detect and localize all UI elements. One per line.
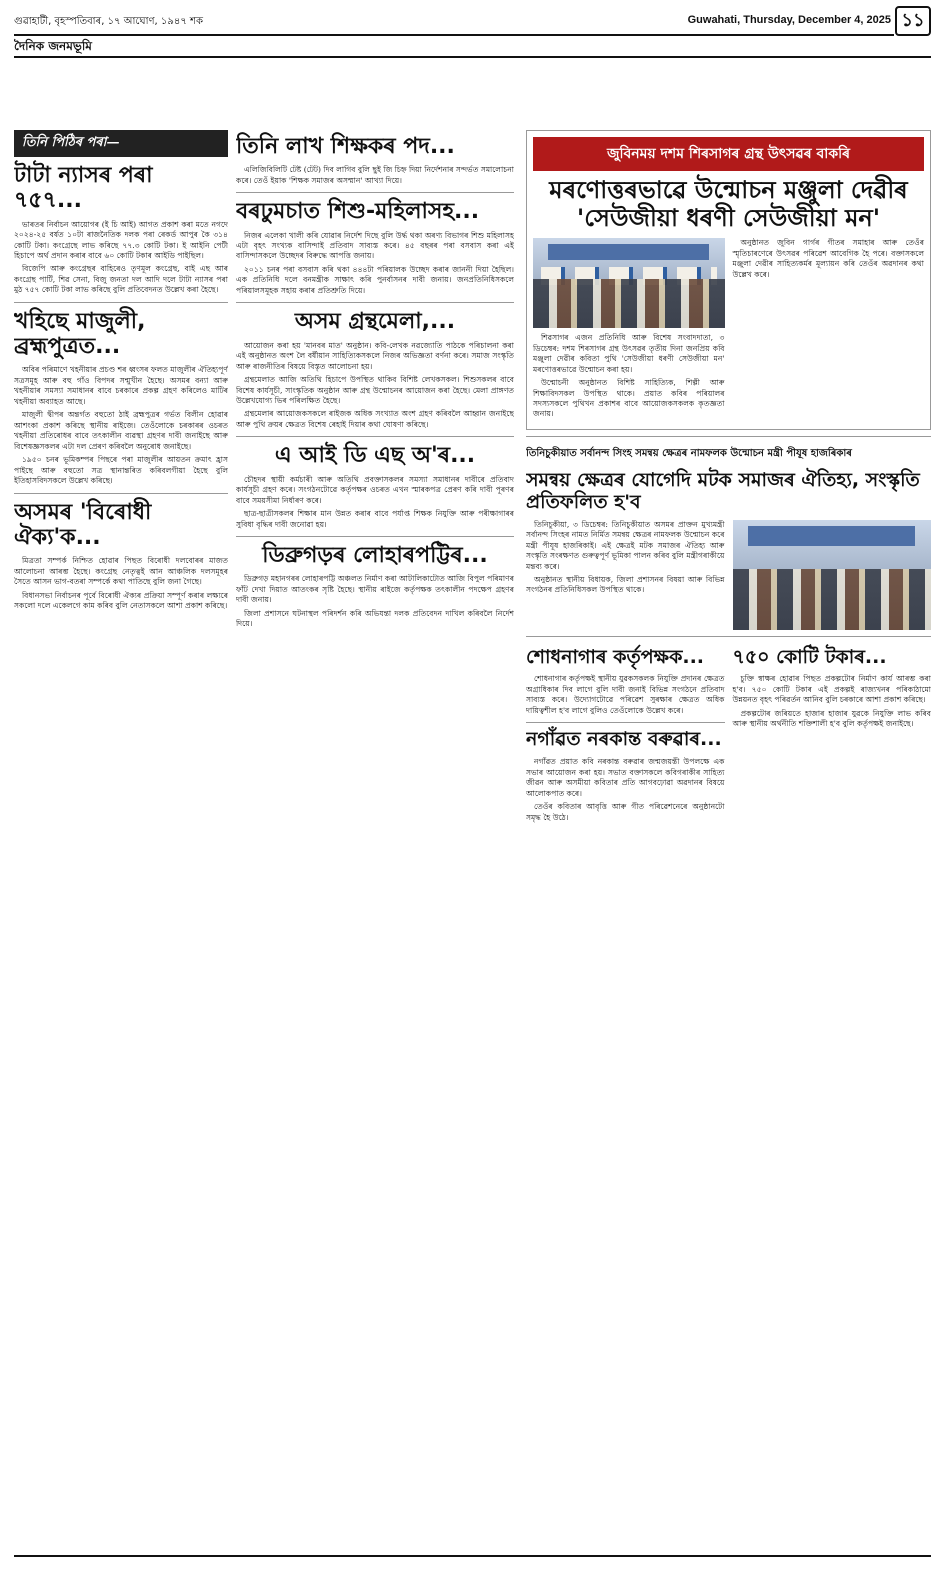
divider [526,722,725,723]
header-rule [14,34,894,36]
headline-750-crore: ৭৫০ কোটি টকাৰ... [732,645,887,668]
date-line-english: Guwahati, Thursday, December 4, 2025 [687,14,891,26]
paragraph: এলিজিবিলিটি টেষ্ট (টেট) দিব লাগিব বুলি ছুই জি চিহ্ন দিয়া নিৰ্দেশনাৰ সন্দৰ্ভত সমালোচনা কৰে। তেওঁ ইয়াক 'শিক্ষক সমাজৰ অসম্মান' আখ্যা দিয়ে। [236,165,514,185]
feature-headline-2: 'সেউজীয়া ধৰণী সেউজীয়া মন' [576,203,881,232]
paragraph: অনুষ্ঠানত জুবিন গাৰ্গৰ গীতৰ সমাহাৰ আৰু তেওঁৰ স্মৃতিচাৰণেৰে উৎসৱৰ পৰিৱেশ আবেগিক হৈ পৰে। বক্তাসকলে মঞ্জুলা দেৱীৰ সাহিত্যকৰ্মৰ মূল্যায়ন কৰি তেওঁৰ অৱদানৰ কথা উল্লেখ কৰে। [732,238,924,279]
feature-banner: জুবিনময় দশম শিৰসাগৰ গ্ৰন্থ উৎসৱৰ বাকৰি [533,137,924,171]
column-3 [526,130,931,1550]
page-header [14,6,931,62]
masthead-title: দৈনিক জনমভূমি [14,39,92,53]
tinsukia-body [526,520,931,630]
masthead-rule [14,56,931,58]
stage-banner [548,244,709,260]
paragraph: বিধানসভা নিৰ্বাচনৰ পূৰ্বে বিৰোধী ঐক্যৰ প্ৰক্ৰিয়া সম্পূৰ্ণ কৰাৰ লক্ষ্যৰে সকলো দলে একেলগে কাম কৰিব বুলি নেতাসকলে আশা প্ৰকাশ কৰিছে। [14,590,228,611]
paragraph: চুক্তি স্বাক্ষৰ হোৱাৰ পিছত প্ৰকল্পটোৰ নিৰ্মাণ কাৰ্য আৰম্ভ কৰা হ'ব। ৭৫০ কোটি টকাৰ এই প্ৰকল্পই ৰাজ্যখনৰ পৰিকাঠামো উন্নয়নত বৃহৎ পৰিৱৰ্তন আনিব বুলি চৰকাৰে আশা প্ৰকাশ কৰিছে। [732,674,931,705]
paragraph: নগাঁৱত প্ৰয়াত কবি নৰকান্ত বৰুৱাৰ জন্মজয়ন্তী উপলক্ষে এক সভাৰ আয়োজন কৰা হয়। সভাত বক্তাসকলে কবিগৰাকীৰ সাহিত্য জীৱন আৰু অসমীয়া কবিতাৰ প্ৰতি আগবঢ়োৱা অৱদানৰ বিষয়ে আলোকপাত কৰে। [526,757,725,798]
column-1 [14,130,228,1550]
people-group [733,569,932,630]
stage-banner [748,526,915,546]
article-majuli [14,365,228,486]
divider [526,636,931,637]
article-teachers [236,165,514,186]
article-aidso [236,475,514,530]
article-bordumsa [236,231,514,297]
paragraph: নিজৰ এলেকা খালী কৰি যোৱাৰ নিৰ্দেশ দিছে বুলি উৰ্দ্ধ থকা অৰণ্য বিভাগৰ শিশু মহিলাসহ এটা বৃহৎ সংখ্যক বাসিন্দাই প্ৰতিবাদ সাব্যস্ত কৰে। ৪৫ বছৰৰ পৰা বসবাস কৰা এই বাসিন্দাসকলে উচ্ছেদৰ বিৰুদ্ধে আপত্তি জনায়। [236,230,514,261]
page-number: ১১ [895,6,931,36]
paragraph: তিনিচুকীয়া, ৩ ডিচেম্বৰ: তিনিচুকীয়াত অসমৰ প্ৰাক্তন মুখ্যমন্ত্ৰী সৰ্বানন্দ সিংহৰ নামত নিৰ্মিত সমন্বয় ক্ষেত্ৰৰ নামফলক উন্মোচন কৰে মন্ত্ৰী পীযূষ হাজৰিকাই। এই ক্ষেত্ৰই মটক সমাজৰ ঐতিহ্য আৰু সংস্কৃতি সংৰক্ষণত গুৰুত্বপূৰ্ণ ভূমিকা পালন কৰিব বুলি মন্ত্ৰীগৰাকীয়ে মন্তব্য কৰে। [526,519,725,571]
headline-aidso: এ আই ডি এছ অ'ৰ... [274,443,476,469]
book-launch-photo [533,238,725,328]
headline-majuli: খহিছে মাজুলী, ব্ৰহ্মপুত্ৰত... [14,308,146,360]
paragraph: জিলা প্ৰশাসনে ঘটনাস্থল পৰিদৰ্শন কৰি অভিযন্তা দলক প্ৰতিবেদন দাখিল কৰিবলৈ নিৰ্দেশ দিয়ে। [236,608,514,629]
date-line-assamese: গুৱাহাটী, বৃহস্পতিবাৰ, ১৭ আঘোণ, ১৯৪৭ শক [14,16,203,27]
headline-teachers: তিনি লাখ শিক্ষকৰ পদ... [236,134,455,159]
paragraph: আয়োজন কৰা হয় 'মানবৰ মাত' অনুষ্ঠান। কবি-লেখক নৱজ্যোতি পাঠকে পৰিচালনা কৰা এই অনুষ্ঠানত অংশ লৈ বৰ্ষীয়ান সাহিত্যিকসকলে নিজৰ অভিজ্ঞতা বৰ্ণনা কৰে। সমাজ সংস্কৃতি আৰু ৰাজনীতিৰ বিষয়ে বিস্তৃত আলোচনা হয়। [236,340,514,371]
paragraph: শিৱসাগৰ এজন প্ৰতিনিধি আৰু বিশেষ সংবাদদাতা, ৩ ডিচেম্বৰ: দশম শিৰসাগৰ গ্ৰন্থ উৎসৱৰ তৃতীয় দিনা জনপ্ৰিয় কবি মঞ্জুলা দেৱীৰ কবিতা পুথি 'সেউজীয়া ধৰণী সেউজীয়া মন' মৰণোত্তৰভাৱে উন্মোচন কৰা হয়। [533,333,725,374]
paragraph: উন্মোচনী অনুষ্ঠানত বিশিষ্ট সাহিত্যিক, শিল্পী আৰু শিক্ষাবিদসকল উপস্থিত থাকে। প্ৰয়াত কবিৰ পৰিয়ালৰ সদস্যসকলে পুথিখন প্ৰকাশৰ বাবে আয়োজকসকলক কৃতজ্ঞতা জনায়। [533,378,725,419]
headline-tinsukia: সমন্বয় ক্ষেত্ৰৰ যোগেদি মটক সমাজৰ ঐতিহ্য, সংস্কৃতি প্ৰতিফলিত হ'ব [526,468,920,513]
subheadline-tinsukia: তিনিচুকীয়াত সৰ্বানন্দ সিংহ সমন্বয় ক্ষেত্ৰৰ নামফলক উন্মোচন মন্ত্ৰী পীযূষ হাজৰিকাৰ [526,447,852,459]
article-opposition-unity [14,556,228,611]
divider [526,436,931,437]
paragraph: অবিৰ পৰিমাণে খহনীয়াৰ প্ৰচণ্ড শৰ ধ্বংসৰ ফলত মাজুলীৰ ঐতিহ্যপূৰ্ণ সত্ৰসমূহ আৰু বহু গাঁও বিপদৰ সন্মুখীন হৈছে। অসমৰ বন্যা আৰু খহনীয়াৰ সমস্যা সমাধানৰ বাবে চৰকাৰে প্ৰকল্প গ্ৰহণ কৰিলেও মাটিৰ খহনীয়া অব্যাহত আছে। [14,365,228,406]
feature-text-left [533,333,725,420]
divider [236,536,514,537]
paragraph: ১৯৫০ চনৰ ভূমিকম্পৰ পিছৰে পৰা মাজুলীৰ আয়তন ক্ৰমাৎ হ্ৰাস পাইছে আৰু বহুতো সত্ৰ স্থানান্তৰিত কৰিবলগীয়া হৈছে বুলি ইতিহাসবিদসকলে উল্লেখ কৰিছে। [14,455,228,486]
paragraph: মিত্ৰতা সম্পৰ্ক নিশ্চিত হোৱাৰ পিছত বিৰোধী দলবোৰৰ মাজত আলোচনা আৰম্ভ হৈছে। কংগ্ৰেছ নেতৃত্বই আন আঞ্চলিক দলসমূহৰ সৈতে আসন ভাগ-বতৰা সম্পৰ্কে কথা পাতিছে বুলি জনা গৈছে। [14,556,228,587]
divider [236,302,514,303]
paragraph: প্ৰকল্পটোৰ জৰিয়তে হাজাৰ হাজাৰ যুৱকে নিযুক্তি লাভ কৰিব আৰু স্থানীয় অৰ্থনীতি শক্তিশালী হ'ব বুলি কৰ্তৃপক্ষই জনাইছে। [732,708,931,729]
tinsukia-text [526,520,725,630]
divider [14,302,228,303]
paragraph: বিজেপি আৰু কংগ্ৰেছৰ বাহিৰেও তৃণমূল কংগ্ৰেছ, বাই এছ আৰ কংগ্ৰেছ পাৰ্টি, শিৱ সেনা, বিজু জনতা দল আদি দলে টাটা ন্যাসৰ পৰা মুঠ ৭৫৭ কোটি টকা লাভ কৰিছে বুলি প্ৰতিবেদনত উল্লেখ কৰা হৈছে। [14,264,228,295]
article-tata-trust [14,220,228,296]
column-2 [236,130,514,1550]
paragraph: ডিব্ৰুগড় মহানগৰৰ লোহাৰপট্টি অঞ্চলত নিৰ্মাণ কৰা আটালিকাটোত আজি বিপুল পৰিমাণৰ ফাঁট দেখা দিয়াত আতংকৰ সৃষ্টি হৈছে। স্থানীয় ৰাইজে কৰ্তৃপক্ষক তৎকালীন পদক্ষেপ গ্ৰহণৰ দাবী জনায়। [236,574,514,605]
article-nagaon [526,757,725,823]
feature-box [526,130,931,430]
paragraph: মাজুলী দ্বীপৰ অন্তৰ্গত বহুতো ঠাই ব্ৰহ্মপুত্ৰৰ গৰ্ভত বিলীন হোৱাৰ আশংকা প্ৰকাশ কৰিছে স্থানীয় ৰাইজে। তেওঁলোকে চৰকাৰৰ ওচৰত খহনীয়া প্ৰতিৰোধৰ বাবে তৎকালীন ব্যৱস্থা গ্ৰহণৰ দাবী জনাইছে আৰু বিশেষজ্ঞসকলৰ এটা দল প্ৰেৰণ কৰিবলৈ অনুৰোধ জনাইছে। [14,410,228,451]
divider [236,192,514,193]
continued-kicker: তিনি পিঠিৰ পৰা— [14,130,228,157]
paragraph: ২০১১ চনৰ পৰা বসবাস কৰি থকা ৪৪৪টা পৰিয়ালক উচ্ছেদ কৰাৰ জাননী দিয়া হৈছিল। এক প্ৰতিনিধি দলে বনমন্ত্ৰীক সাক্ষাৎ কৰি পুনৰ্বাসনৰ দাবী জনায়। জনপ্ৰতিনিধিসকলে পৰিয়ালসমূহক সহায় কৰাৰ প্ৰতিশ্ৰুতি দিয়ে। [236,264,514,295]
paragraph: শোধনাগাৰ কৰ্তৃপক্ষই স্থানীয় যুৱকসকলক নিযুক্তি প্ৰদানৰ ক্ষেত্ৰত অগ্ৰাধিকাৰ দিব লাগে বুলি দাবী জনাই বিভিন্ন সংগঠনে প্ৰতিবাদ সাব্যস্ত কৰে। উদ্যোগটোৱে পৰিৱেশ সুৰক্ষাৰ ক্ষেত্ৰত অধিক দায়িত্বশীল হ'ব লাগে বুলিও তেওঁলোকে উল্লেখ কৰে। [526,674,725,715]
headline-opposition-unity: অসমৰ 'বিৰোধী ঐক্য'ক... [14,499,152,550]
paragraph: ছাত্ৰ-ছাত্ৰীসকলৰ শিক্ষাৰ মান উন্নত কৰাৰ বাবে পৰ্যাপ্ত শিক্ষক নিযুক্তি আৰু পৰীক্ষাগাৰৰ সুবিধা বৃদ্ধিৰ দাবী জনোৱা হয়। [236,509,514,529]
paragraph: অনুষ্ঠানত স্থানীয় বিধায়ক, জিলা প্ৰশাসনৰ বিষয়া আৰু বিভিন্ন সংগঠনৰ প্ৰতিনিধিসকল উপস্থিত থাকে। [526,574,725,595]
headline-tata-trust: টাটা ন্যাসৰ পৰা ৭৫৭... [14,163,153,214]
article-refinery [526,674,725,716]
paragraph: গ্ৰন্থমেলাৰ আয়োজকসকলে ৰাইজক অধিক সংখ্যাত অংশ গ্ৰহণ কৰিবলৈ আহ্বান জনাইছে আৰু পুথি ক্ৰয়ৰ ক্ষেত্ৰত বিশেষ ৰেহাই দিয়াৰ কথা ঘোষণা কৰিছে। [236,409,514,429]
article-750-crore [733,674,932,729]
divider [14,493,228,494]
headline-refinery: শোধনাগাৰ কৰ্তৃপক্ষক... [526,645,705,668]
headline-nagaon: নগাঁৱত নৰকান্ত বৰুৱাৰ... [526,728,722,751]
article-book-fair [236,341,514,431]
feature-body [533,238,924,423]
divider [236,436,514,437]
footer-rule [14,1555,931,1557]
minister-photo [733,520,932,630]
feature-headline-1: মৰণোত্তৰভাৱে উন্মোচন মঞ্জুলা দেৱীৰ [549,176,908,204]
paragraph: চৌহদৰ স্থায়ী কৰ্মচাৰী আৰু অতিথি প্ৰবক্তাসকলৰ সমস্যা সমাধানৰ দাবীৰে প্ৰতিবাদ কাৰ্যসূচী গ্ৰহণ কৰে। সংগঠনটোৱে কৰ্তৃপক্ষৰ ওচৰত এখন স্মাৰকপত্ৰ প্ৰেৰণ কৰি দাবী পূৰণৰ বাবে সময়সীমা নিৰ্ধাৰণ কৰে। [236,474,514,505]
article-dibrugarh [236,574,514,629]
paragraph: গ্ৰন্থমেলাত আজি অতিথি হিচাপে উপস্থিত থাকিব বিশিষ্ট লেখকসকল। শিশুসকলৰ বাবে বিশেষ কাৰ্যসূচী, সাংস্কৃতিক অনুষ্ঠান আৰু গ্ৰন্থ উন্মোচনৰ আয়োজন কৰা হৈছে। মেলা প্ৰাঙ্গণত উল্লেখযোগ্য ভিৰ পৰিলক্ষিত হৈছে। [236,375,514,405]
paragraph: তেওঁৰ কবিতাৰ আবৃত্তি আৰু গীত পৰিৱেশনেৰে অনুষ্ঠানটো সমৃদ্ধ হৈ উঠে। [526,802,725,822]
headline-book-fair: অসম গ্ৰন্থমেলা,... [294,309,456,335]
people-group [533,279,725,329]
paragraph: ভাৰতৰ নিৰ্বাচন আয়োগৰ (ই চি আই) আগত প্ৰকাশ কৰা মতে নগদে ২০২৪-২৫ বৰ্ষত ১০টা ৰাজনৈতিক দলক পৰা ৰেকৰ্ড আপুৰ কৈ ৩১৪ কোটি টকা। কংগ্ৰেছে লাভ কৰিছে ৭৭.৩ কোটি টকা। ই আইনি পেটী হিচাপে অৰ্থ প্ৰদান কৰাৰ বাবে ৬০ কোটি টকাৰ আইডি পাইছিল। [14,219,228,260]
headline-dibrugarh: ডিব্ৰুগড়ৰ লোহাৰপট্টিৰ... [262,543,488,569]
feature-text-right [733,238,925,423]
bottom-stories [526,643,931,826]
headline-bordumsa: বৰঢুমচাত শিশু-মহিলাসহ... [236,199,480,225]
